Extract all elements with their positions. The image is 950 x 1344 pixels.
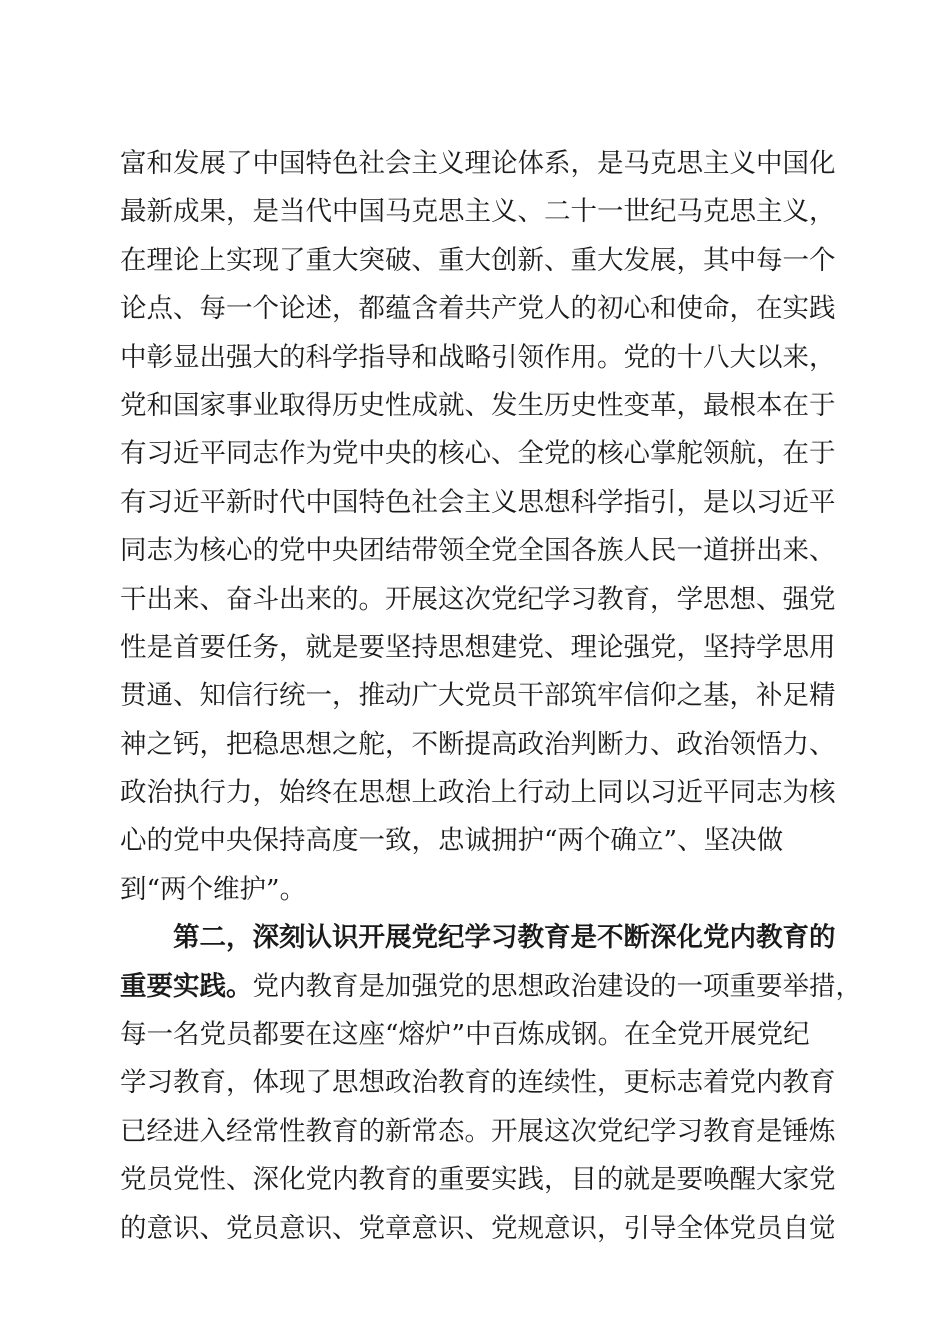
text-line: 有习近平同志作为党中央的核心、全党的核心掌舵领航，在于 bbox=[120, 438, 836, 470]
text-line: 同志为核心的党中央团结带领全党全国各族人民一道拼出来、 bbox=[120, 535, 836, 567]
text-line: 党员党性、深化党内教育的重要实践，目的就是要唤醒大家党 bbox=[120, 1164, 836, 1196]
text-line: 的意识、党员意识、党章意识、党规意识，引导全体党员自觉 bbox=[120, 1212, 836, 1244]
section-heading-end: 重要实践。 bbox=[120, 970, 253, 1002]
text-line bbox=[120, 963, 862, 1011]
text-line: 学习教育，体现了思想政治教育的连续性，更标志着党内教育 bbox=[120, 1067, 836, 1099]
text-line: 干出来、奋斗出来的。开展这次党纪学习教育，学思想、强党 bbox=[120, 583, 836, 615]
section-heading: 第二，深刻认识开展党纪学习教育是不断深化党内教育的 bbox=[173, 922, 836, 954]
text-line: 政治执行力，始终在思想上政治上行动上同以习近平同志为核 bbox=[120, 777, 836, 809]
text-line: 党和国家事业取得历史性成就、发生历史性变革，最根本在于 bbox=[120, 389, 836, 421]
body-text bbox=[120, 140, 862, 1253]
text-line-rest: 党内教育是加强党的思想政治建设的一项重要举措， bbox=[252, 970, 862, 1002]
text-line: 论点、每一个论述，都蕴含着共产党人的初心和使命，在实践 bbox=[120, 293, 836, 325]
text-line: 到“两个维护”。 bbox=[120, 873, 307, 905]
text-line: 中彰显出强大的科学指导和战略引领作用。党的十八大以来， bbox=[120, 341, 836, 373]
text-line: 已经进入经常性教育的新常态。开展这次党纪学习教育是锤炼 bbox=[120, 1115, 836, 1147]
text-line: 心的党中央保持高度一致，忠诚拥护“两个确立”、坚决做 bbox=[120, 825, 784, 857]
text-line: 神之钙，把稳思想之舵，不断提高政治判断力、政治领悟力、 bbox=[120, 728, 836, 760]
text-line: 富和发展了中国特色社会主义理论体系，是马克思主义中国化 bbox=[120, 148, 836, 179]
text-line: 性是首要任务，就是要坚持思想建党、理论强党，坚持学思用 bbox=[120, 631, 836, 663]
text-line: 最新成果，是当代中国马克思主义、二十一世纪马克思主义， bbox=[120, 196, 836, 228]
text-line: 每一名党员都要在这座“熔炉”中百炼成钢。在全党开展党纪 bbox=[120, 1019, 810, 1051]
text-line: 在理论上实现了重大突破、重大创新、重大发展，其中每一个 bbox=[120, 244, 836, 276]
text-line: 有习近平新时代中国特色社会主义思想科学指引，是以习近平 bbox=[120, 486, 836, 518]
text-line: 贯通、知信行统一，推动广大党员干部筑牢信仰之基，补足精 bbox=[120, 680, 836, 712]
